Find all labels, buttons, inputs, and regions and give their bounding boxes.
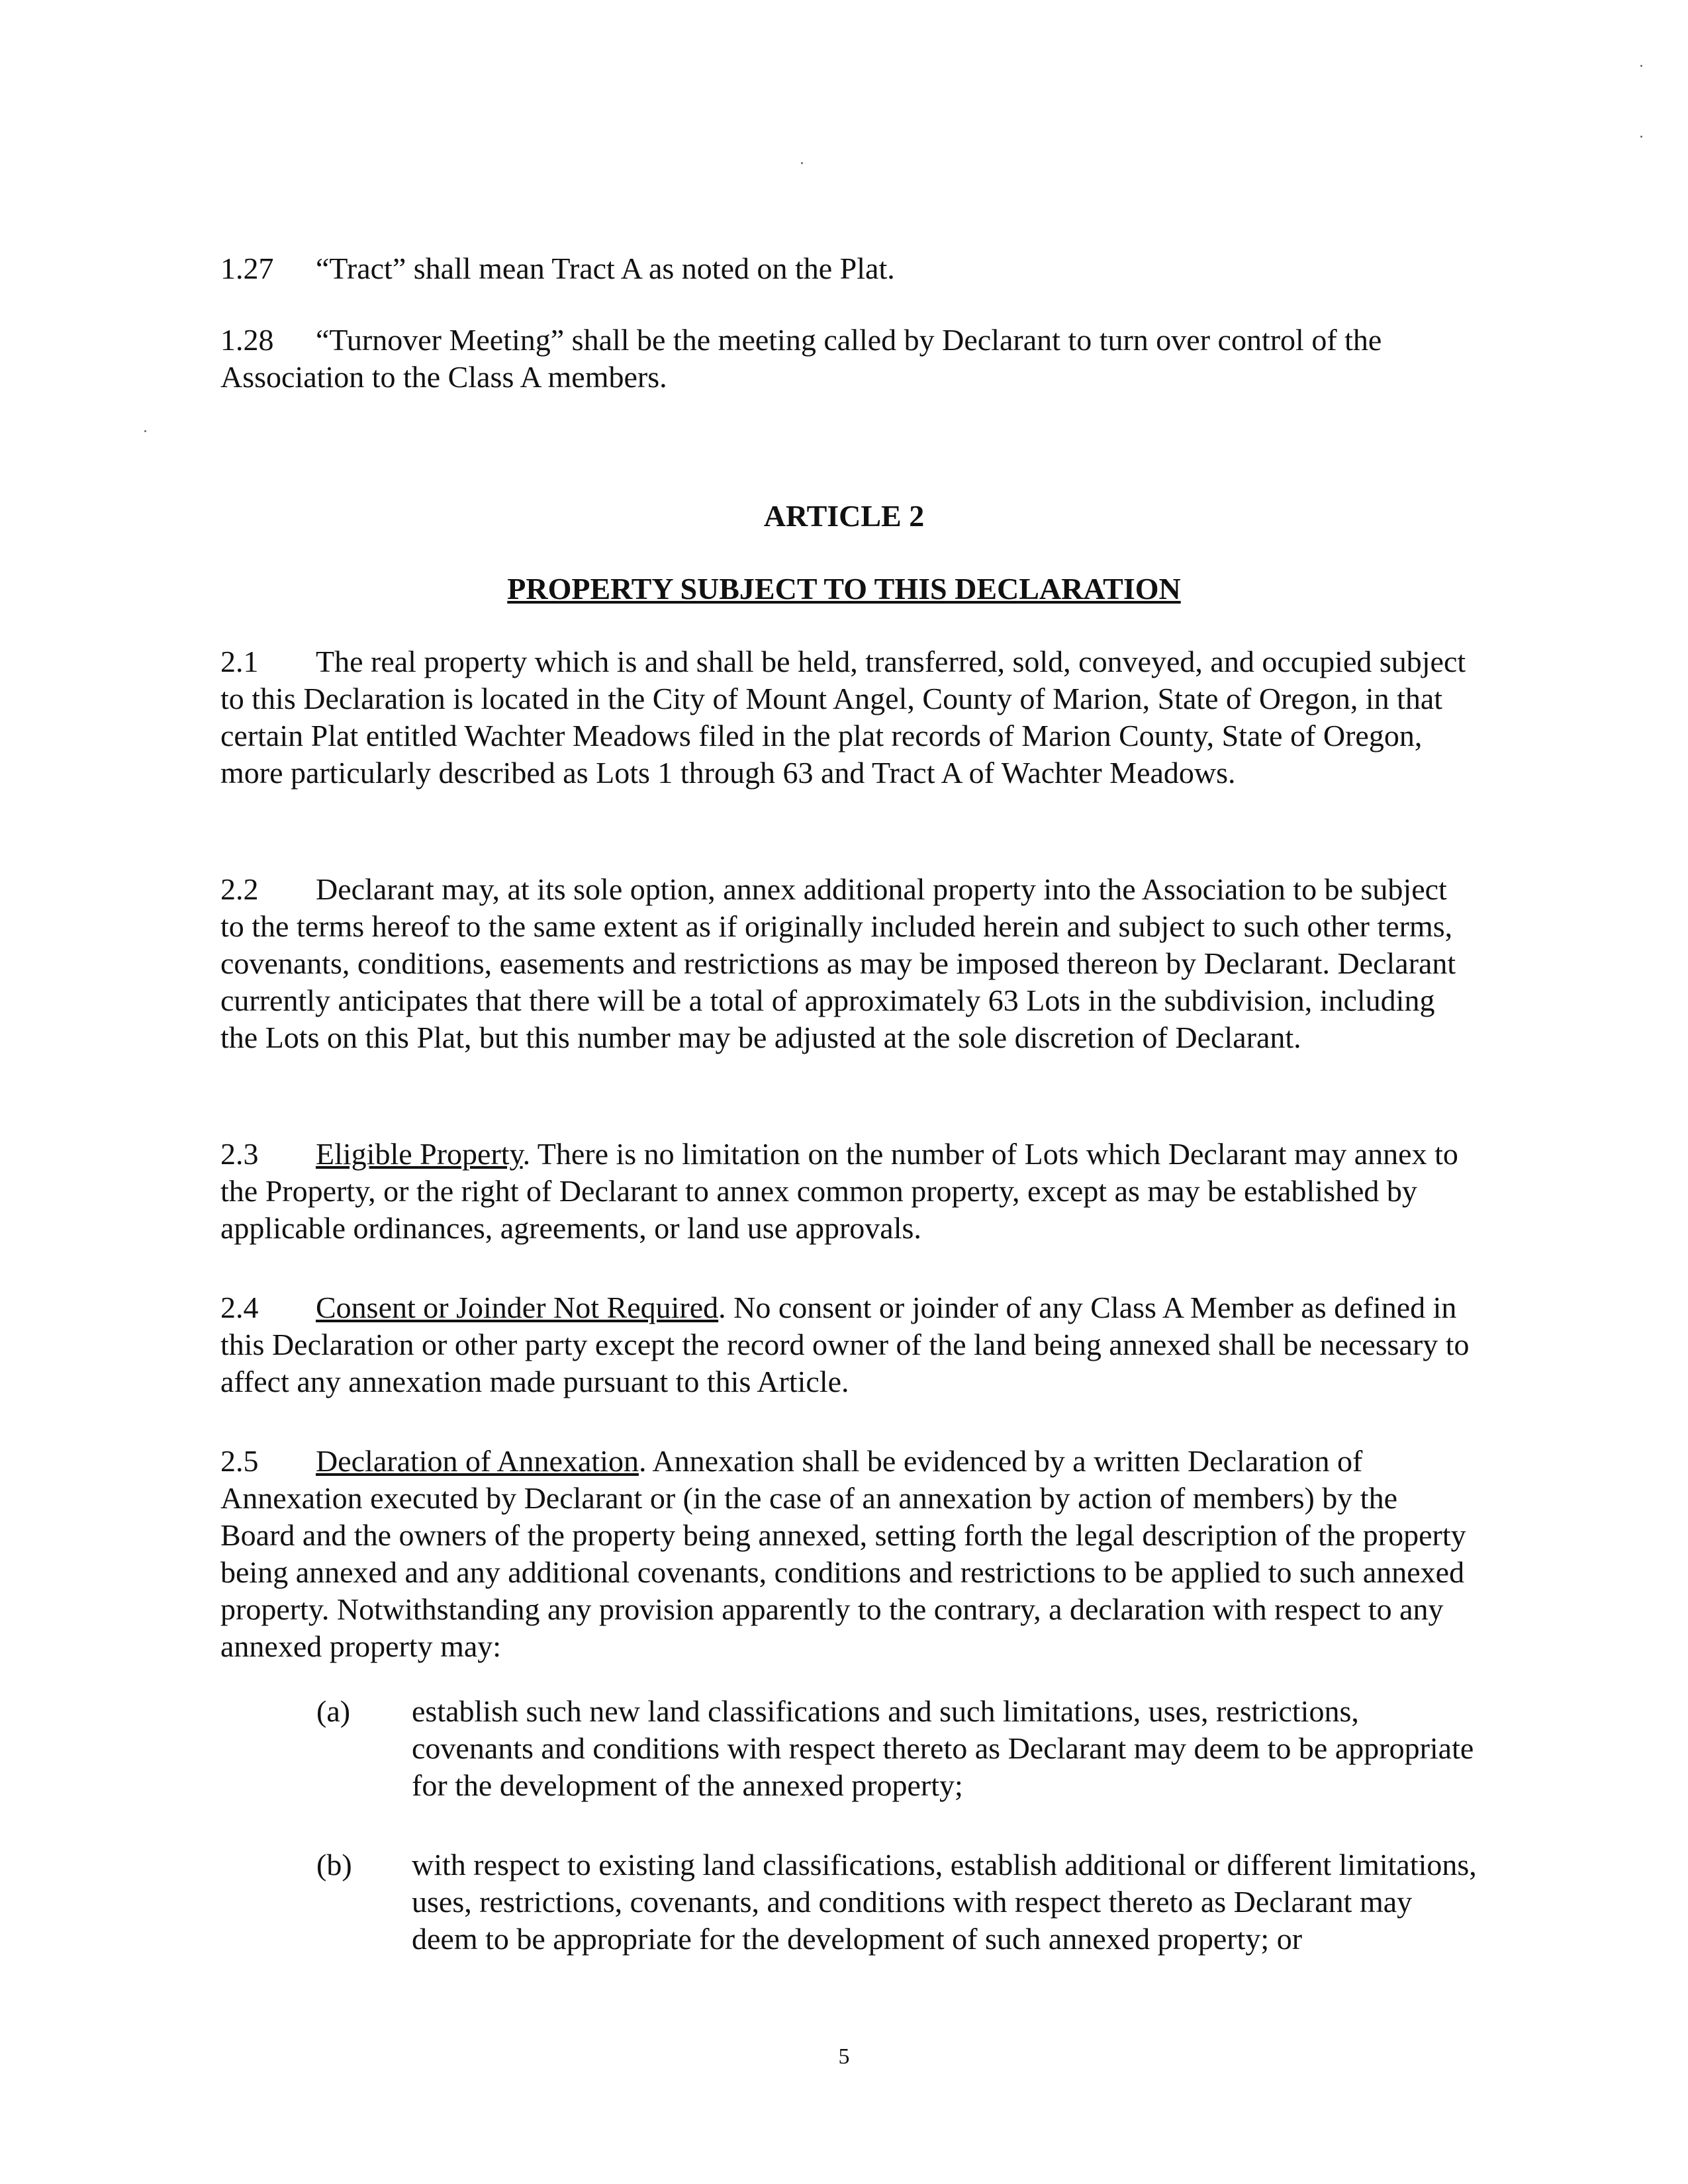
section-text: Declarant may, at its sole option, annex additional property into the Association to be subject to the terms hereof to the same extent as if originally included herein and subject to such other terms, covenants, conditions, easements and restrictions as may be imposed thereon by Declarant. Declarant currently anticipates that there will be a total of approximately 63 Lots in the subdivision, including the Lots on this Plat, but this number may be adjusted at the sole discretion of Declarant.: [220, 872, 1456, 1054]
page-number: 5: [838, 2044, 850, 2069]
section-text: “Turnover Meeting” shall be the meeting called by Declarant to turn over control of the Association to the Class A members.: [220, 323, 1382, 394]
subitem-text: establish such new land classifications and such limitations, uses, restrictions, covenants and conditions with respect thereto as Declarant may deem to be appropriate for the development of the annexed property;: [412, 1694, 1474, 1802]
paragraph-1-27: [220, 250, 1478, 287]
section-text: The real property which is and shall be held, transferred, sold, conveyed, and occupied subject to this Declaration is located in the City of Mount Angel, County of Marion, State of Oregon, in that certain Plat entitled Wachter Meadows filed in the plat records of Marion County, State of Oregon, more particularly described as Lots 1 through 63 and Tract A of Wachter Meadows.: [220, 645, 1466, 790]
section-text: . There is no limitation on the number of Lots which Declarant may annex to the Property, or the right of Declarant to annex common property, except as may be established by applicable ordinances, agreements, or land use approvals.: [220, 1137, 1458, 1245]
scan-speck: [801, 162, 803, 164]
section-heading: Declaration of Annexation: [316, 1444, 639, 1478]
section-text: “Tract” shall mean Tract A as noted on the Plat.: [316, 251, 895, 285]
scan-speck: [1640, 65, 1642, 67]
section-2-2: [220, 871, 1478, 1056]
subitem-b: [316, 1846, 1481, 1958]
section-heading: Eligible Property: [316, 1137, 523, 1171]
subitem-label: (a): [316, 1694, 351, 1728]
section-number: 1.28: [220, 323, 274, 357]
scan-speck: [1640, 136, 1642, 138]
subitem-text: with respect to existing land classifications, establish additional or different limitations, uses, restrictions, covenants, and conditions with respect thereto as Declarant may deem to be appropriate for the development of such annexed property; or: [412, 1848, 1477, 1956]
subitem-a: [316, 1693, 1481, 1804]
subitem-label: (b): [316, 1848, 352, 1882]
section-number: 2.4: [220, 1291, 259, 1324]
section-number: 2.1: [220, 645, 259, 678]
section-number: 2.5: [220, 1444, 259, 1478]
section-number: 2.3: [220, 1137, 259, 1171]
scan-speck: [144, 430, 146, 432]
section-heading: Consent or Joinder Not Required: [316, 1291, 719, 1324]
section-number: 1.27: [220, 251, 274, 285]
section-2-3: [220, 1136, 1478, 1247]
paragraph-1-28: [220, 322, 1478, 396]
article-title: ARTICLE 2: [763, 499, 925, 533]
section-2-1: [220, 643, 1478, 792]
section-2-5: [220, 1443, 1478, 1665]
section-text: . No consent or joinder of any Class A Member as defined in this Declaration or other party except the record owner of the land being annexed shall be necessary to affect any annexation made pursuant to this Article.: [220, 1291, 1470, 1398]
article-subtitle: PROPERTY SUBJECT TO THIS DECLARATION: [507, 572, 1181, 606]
section-text: . Annexation shall be evidenced by a written Declaration of Annexation executed by Declarant or (in the case of an annexation by action of members) by the Board and the owners of the property being annexed, setting forth the legal description of the property being annexed and any additional covenants, conditions and restrictions to be applied to such annexed property. Notwithstanding any provision apparently to the contrary, a declaration with respect to any annexed property may:: [220, 1444, 1466, 1663]
section-number: 2.2: [220, 872, 259, 906]
section-2-4: [220, 1289, 1478, 1400]
